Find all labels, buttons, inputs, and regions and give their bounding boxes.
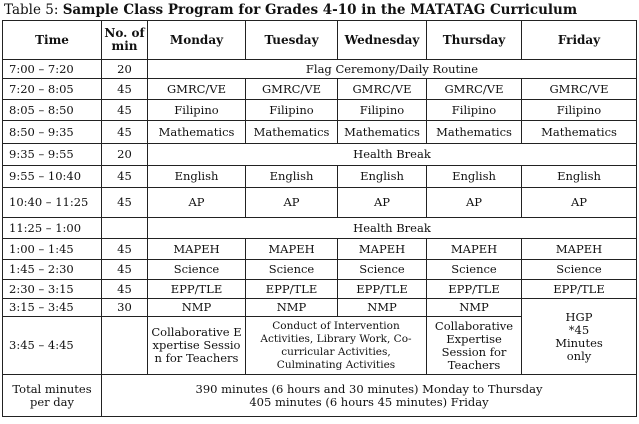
header-thursday: Thursday <box>427 21 522 60</box>
time-cell: 1:45 – 2:30 <box>3 260 102 280</box>
time-cell: 8:50 – 9:35 <box>3 121 102 144</box>
subject-cell: Filipino <box>338 100 427 121</box>
time-cell: 7:20 – 8:05 <box>3 79 102 100</box>
collaborative-session-cell: Collaborative Expertise Session for Teachers <box>148 317 246 375</box>
subject-cell: NMP <box>246 299 338 317</box>
table-caption <box>4 1 577 19</box>
time-cell: 8:05 – 8:50 <box>3 100 102 121</box>
minutes-cell: 30 <box>102 299 148 317</box>
subject-cell: NMP <box>338 299 427 317</box>
time-cell: 11:25 – 1:00 <box>3 218 102 239</box>
health-break-cell: Health Break <box>148 218 637 239</box>
subject-cell: AP <box>427 188 522 218</box>
table-row <box>3 260 637 280</box>
time-cell: 7:00 – 7:20 <box>3 60 102 79</box>
subject-cell: Science <box>522 260 637 280</box>
minutes-cell: 45 <box>102 188 148 218</box>
hgp-label: HGP <box>565 309 593 324</box>
caption-prefix: Table 5: <box>4 2 59 18</box>
subject-cell: English <box>246 166 338 188</box>
table-row <box>3 280 637 299</box>
minutes-cell <box>102 317 148 375</box>
header-min: No. of min <box>102 21 148 60</box>
table-row <box>3 218 637 239</box>
minutes-cell: 45 <box>102 166 148 188</box>
subject-cell: EPP/TLE <box>427 280 522 299</box>
time-cell: 2:30 – 3:15 <box>3 280 102 299</box>
subject-cell: Mathematics <box>246 121 338 144</box>
minutes-cell: 45 <box>102 280 148 299</box>
time-cell: 9:55 – 10:40 <box>3 166 102 188</box>
intervention-activities-cell: Conduct of Intervention Activities, Library Work, Co-curricular Activities, Culminating Activities <box>246 317 427 375</box>
subject-cell: Filipino <box>522 100 637 121</box>
subject-cell: MAPEH <box>246 239 338 260</box>
header-friday: Friday <box>522 21 637 60</box>
header-row <box>3 21 637 60</box>
time-cell: 10:40 – 11:25 <box>3 188 102 218</box>
caption-title: Sample Class Program for Grades 4-10 in the MATATAG Curriculum <box>62 2 578 18</box>
subject-cell: GMRC/VE <box>427 79 522 100</box>
subject-cell: NMP <box>148 299 246 317</box>
subject-cell: Filipino <box>427 100 522 121</box>
minutes-cell: 45 <box>102 100 148 121</box>
subject-cell: NMP <box>427 299 522 317</box>
time-cell: 1:00 – 1:45 <box>3 239 102 260</box>
header-time: Time <box>3 21 102 60</box>
minutes-cell: 45 <box>102 239 148 260</box>
total-friday: 405 minutes (6 hours 45 minutes) Friday <box>249 394 489 409</box>
subject-cell: Filipino <box>148 100 246 121</box>
subject-cell: Mathematics <box>338 121 427 144</box>
subject-cell: GMRC/VE <box>338 79 427 100</box>
minutes-cell: 45 <box>102 79 148 100</box>
minutes-cell <box>102 218 148 239</box>
subject-cell: AP <box>522 188 637 218</box>
hgp-note: *45 Minutes only <box>555 322 603 363</box>
table-row <box>3 188 637 218</box>
subject-cell: Science <box>338 260 427 280</box>
subject-cell: Science <box>148 260 246 280</box>
header-tuesday: Tuesday <box>246 21 338 60</box>
class-program-table <box>2 20 637 417</box>
table-row <box>3 121 637 144</box>
table-row <box>3 79 637 100</box>
total-row <box>3 375 637 417</box>
minutes-cell: 20 <box>102 60 148 79</box>
subject-cell: Science <box>427 260 522 280</box>
subject-cell: Science <box>246 260 338 280</box>
subject-cell: AP <box>338 188 427 218</box>
header-monday: Monday <box>148 21 246 60</box>
subject-cell: Filipino <box>246 100 338 121</box>
time-cell: 9:35 – 9:55 <box>3 144 102 166</box>
subject-cell: Mathematics <box>148 121 246 144</box>
table-row <box>3 60 637 79</box>
collaborative-session-cell: Collaborative Expertise Session for Teachers <box>427 317 522 375</box>
subject-cell: EPP/TLE <box>522 280 637 299</box>
subject-cell: AP <box>246 188 338 218</box>
friday-hgp-cell <box>522 299 637 375</box>
subject-cell: Mathematics <box>427 121 522 144</box>
subject-cell: EPP/TLE <box>338 280 427 299</box>
subject-cell: English <box>338 166 427 188</box>
subject-cell: English <box>148 166 246 188</box>
total-label: Total minutes per day <box>3 375 102 417</box>
subject-cell: English <box>427 166 522 188</box>
table-row <box>3 144 637 166</box>
table-row <box>3 239 637 260</box>
subject-cell: English <box>522 166 637 188</box>
subject-cell: AP <box>148 188 246 218</box>
table-row <box>3 100 637 121</box>
time-cell: 3:45 – 4:45 <box>3 317 102 375</box>
minutes-cell: 20 <box>102 144 148 166</box>
subject-cell: GMRC/VE <box>522 79 637 100</box>
subject-cell: EPP/TLE <box>246 280 338 299</box>
subject-cell: MAPEH <box>522 239 637 260</box>
total-summary <box>102 375 637 417</box>
subject-cell: GMRC/VE <box>148 79 246 100</box>
time-cell: 3:15 – 3:45 <box>3 299 102 317</box>
total-weekday: 390 minutes (6 hours and 30 minutes) Monday to Thursday <box>195 381 543 396</box>
table-row <box>3 166 637 188</box>
subject-cell: MAPEH <box>427 239 522 260</box>
subject-cell: MAPEH <box>148 239 246 260</box>
health-break-cell: Health Break <box>148 144 637 166</box>
table-row <box>3 299 637 317</box>
minutes-cell: 45 <box>102 260 148 280</box>
subject-cell: MAPEH <box>338 239 427 260</box>
subject-cell: EPP/TLE <box>148 280 246 299</box>
minutes-cell: 45 <box>102 121 148 144</box>
header-wednesday: Wednesday <box>338 21 427 60</box>
flag-ceremony-cell: Flag Ceremony/Daily Routine <box>148 60 637 79</box>
subject-cell: Mathematics <box>522 121 637 144</box>
subject-cell: GMRC/VE <box>246 79 338 100</box>
